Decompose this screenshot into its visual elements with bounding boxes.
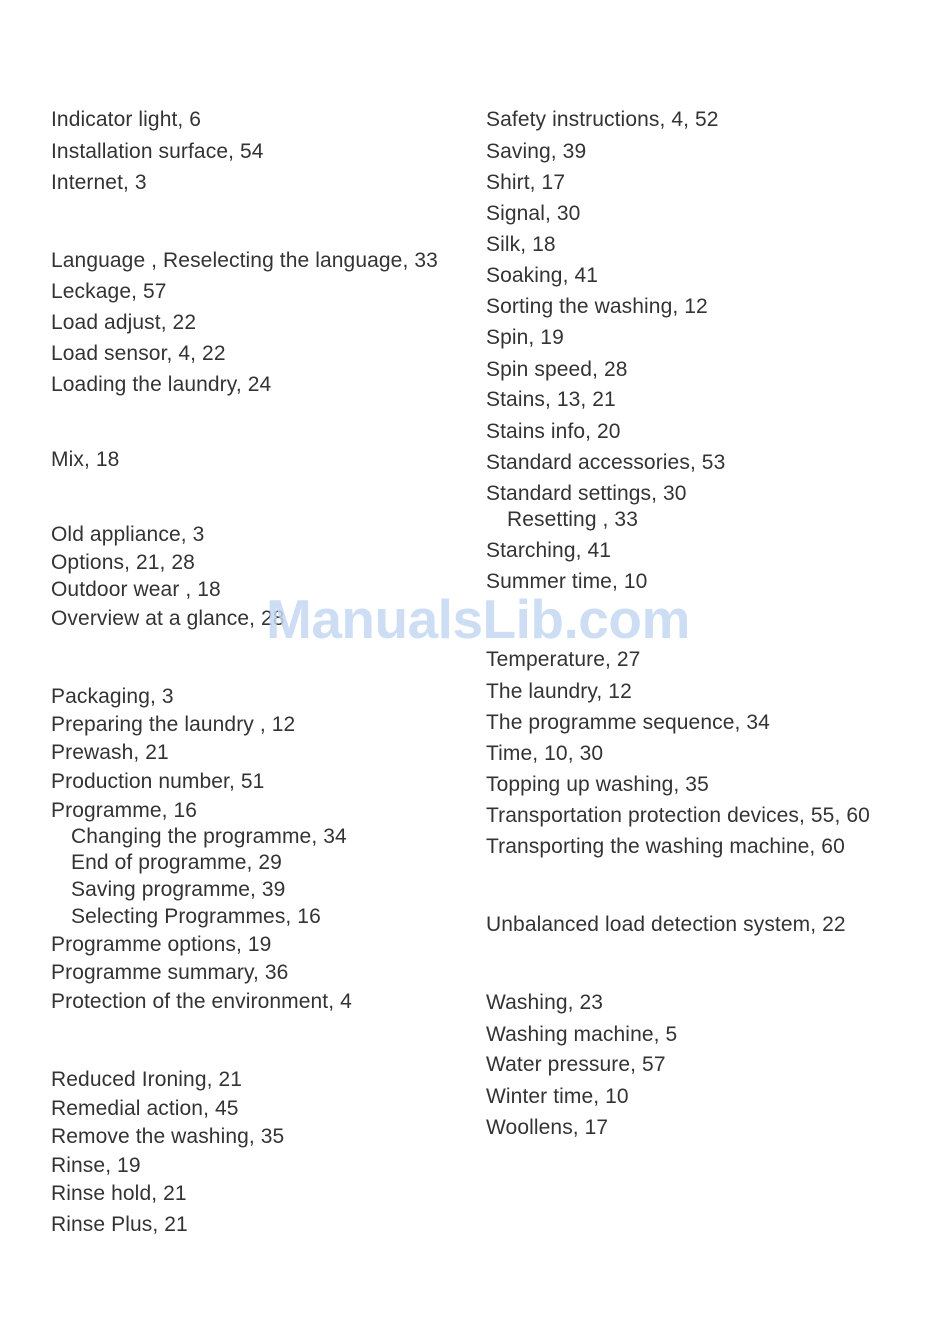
index-entry: Indicator light, 6 xyxy=(51,108,202,131)
index-subentry: Saving programme, 39 xyxy=(71,878,286,901)
index-entry: Load adjust, 22 xyxy=(51,311,197,334)
index-entry: Installation surface, 54 xyxy=(51,140,264,163)
index-entry: The laundry, 12 xyxy=(486,680,632,703)
index-entry: Protection of the environment, 4 xyxy=(51,990,352,1013)
index-entry: Shirt, 17 xyxy=(486,171,566,194)
index-entry: Outdoor wear , 18 xyxy=(51,578,221,601)
index-entry: Loading the laundry, 24 xyxy=(51,373,272,396)
index-entry: Summer time, 10 xyxy=(486,570,648,593)
index-entry: Silk, 18 xyxy=(486,233,556,256)
index-entry: Standard accessories, 53 xyxy=(486,451,726,474)
index-subentry: End of programme, 29 xyxy=(71,851,282,874)
index-entry: Load sensor, 4, 22 xyxy=(51,342,226,365)
index-entry: Mix, 18 xyxy=(51,448,120,471)
index-entry: Woollens, 17 xyxy=(486,1116,609,1139)
index-entry: Rinse Plus, 21 xyxy=(51,1213,188,1236)
index-entry: Prewash, 21 xyxy=(51,741,169,764)
index-entry: Programme summary, 36 xyxy=(51,961,289,984)
index-entry: Leckage, 57 xyxy=(51,280,167,303)
index-entry: Standard settings, 30 xyxy=(486,482,687,505)
index-entry: Language , Reselecting the language, 33 xyxy=(51,249,438,272)
index-entry: Spin, 19 xyxy=(486,326,564,349)
index-entry: Transportation protection devices, 55, 60 xyxy=(486,804,870,827)
index-entry: Temperature, 27 xyxy=(486,648,641,671)
index-entry: Topping up washing, 35 xyxy=(486,773,709,796)
index-entry: Preparing the laundry , 12 xyxy=(51,713,296,736)
index-entry: Remove the washing, 35 xyxy=(51,1125,285,1148)
index-entry: Time, 10, 30 xyxy=(486,742,604,765)
index-entry: Overview at a glance, 28 xyxy=(51,607,285,630)
index-entry: Washing machine, 5 xyxy=(486,1023,678,1046)
index-entry: The programme sequence, 34 xyxy=(486,711,770,734)
index-entry: Production number, 51 xyxy=(51,770,265,793)
index-subentry: Selecting Programmes, 16 xyxy=(71,905,321,928)
index-entry: Safety instructions, 4, 52 xyxy=(486,108,719,131)
index-entry: Spin speed, 28 xyxy=(486,358,628,381)
index-entry: Reduced Ironing, 21 xyxy=(51,1068,243,1091)
index-entry: Signal, 30 xyxy=(486,202,581,225)
index-subentry: Changing the programme, 34 xyxy=(71,825,347,848)
index-entry: Remedial action, 45 xyxy=(51,1097,239,1120)
index-entry: Sorting the washing, 12 xyxy=(486,295,708,318)
index-entry: Winter time, 10 xyxy=(486,1085,629,1108)
watermark: ManualsLib.com xyxy=(266,588,690,650)
index-entry: Internet, 3 xyxy=(51,171,147,194)
index-entry: Washing, 23 xyxy=(486,991,604,1014)
index-entry: Water pressure, 57 xyxy=(486,1053,666,1076)
index-entry: Programme, 16 xyxy=(51,799,198,822)
index-entry: Programme options, 19 xyxy=(51,933,272,956)
index-subentry: Resetting , 33 xyxy=(507,508,638,531)
index-entry: Options, 21, 28 xyxy=(51,551,195,574)
index-entry: Packaging, 3 xyxy=(51,685,174,708)
index-entry: Unbalanced load detection system, 22 xyxy=(486,913,846,936)
index-entry: Stains info, 20 xyxy=(486,420,621,443)
index-entry: Rinse, 19 xyxy=(51,1154,141,1177)
index-entry: Old appliance, 3 xyxy=(51,523,205,546)
index-entry: Starching, 41 xyxy=(486,539,612,562)
index-entry: Soaking, 41 xyxy=(486,264,599,287)
index-entry: Rinse hold, 21 xyxy=(51,1182,187,1205)
index-entry: Saving, 39 xyxy=(486,140,587,163)
index-entry: Stains, 13, 21 xyxy=(486,388,616,411)
index-entry: Transporting the washing machine, 60 xyxy=(486,835,845,858)
